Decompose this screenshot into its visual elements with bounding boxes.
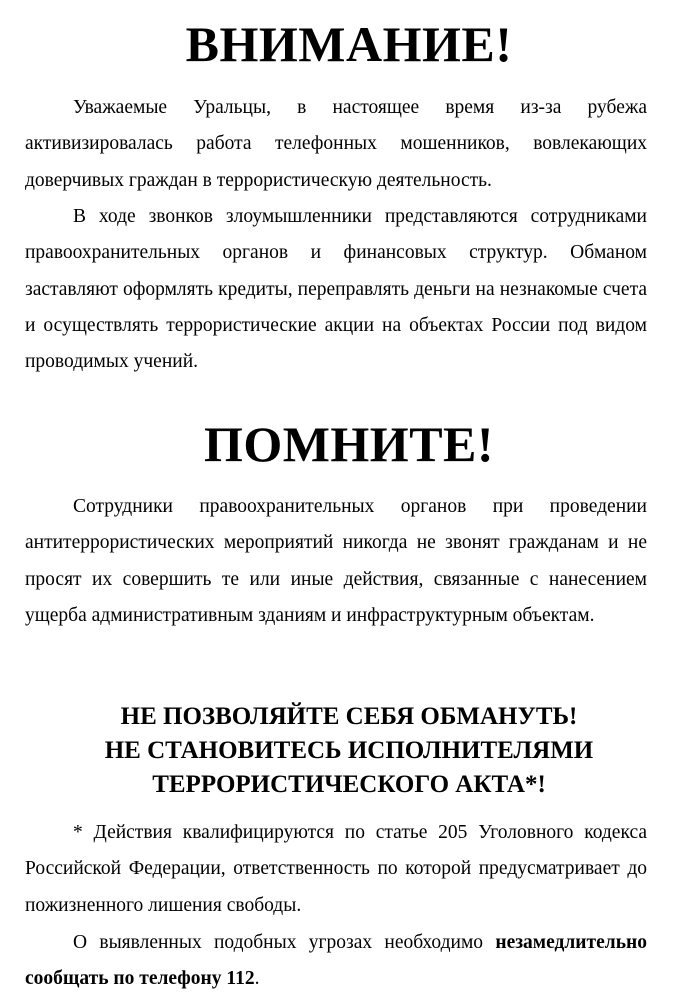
warning-line-1: НЕ ПОЗВОЛЯЙТЕ СЕБЯ ОБМАНУТЬ! (120, 703, 578, 730)
warning-block (0, 700, 698, 802)
report-paragraph (25, 925, 647, 998)
heading-remember: ПОМНИТЕ! (203, 416, 495, 472)
warning-line-2: НЕ СТАНОВИТЕСЬ ИСПОЛНИТЕЛЯМИ (104, 737, 594, 764)
paragraph-scheme: В ходе звонков злоумышленники представляются сотрудниками правоохранительных органов и финансовых структур. Обманом заставляют оформлять кредиты, переправлять деньги на незнакомые счета и осуществлять террористические акции на объектах России под видом проводимых учений. (25, 206, 647, 373)
report-end: . (254, 968, 260, 990)
report-lead: О выявленных подобных угрозах необходимо (73, 932, 496, 953)
warning-line-3: ТЕРРОРИСТИЧЕСКОГО АКТА*! (152, 771, 546, 798)
report-phone-emphasis: незамедлительно сообщать по телефону 112 (25, 932, 647, 990)
paragraph-intro: Уважаемые Уральцы, в настоящее время из-за рубежа активизировалась работа телефонных мошенников, вовлекающих доверчивых граждан в террористическую деятельность. (25, 97, 647, 191)
paragraph-police-info: Сотрудники правоохранительных органов при проведении антитеррористических мероприятий никогда не звонят гражданам и не просят их совершить те или иные действия, связанные с нанесением ущерба административным зданиям и инфраструктурным объектам. (25, 496, 647, 626)
heading-attention: ВНИМАНИЕ! (185, 16, 513, 72)
footnote-paragraph: * Действия квалифицируются по статье 205 Уголовного кодекса Российской Федерации, ответственность по которой предусматривает до пожизненного лишения свободы. (25, 822, 647, 916)
